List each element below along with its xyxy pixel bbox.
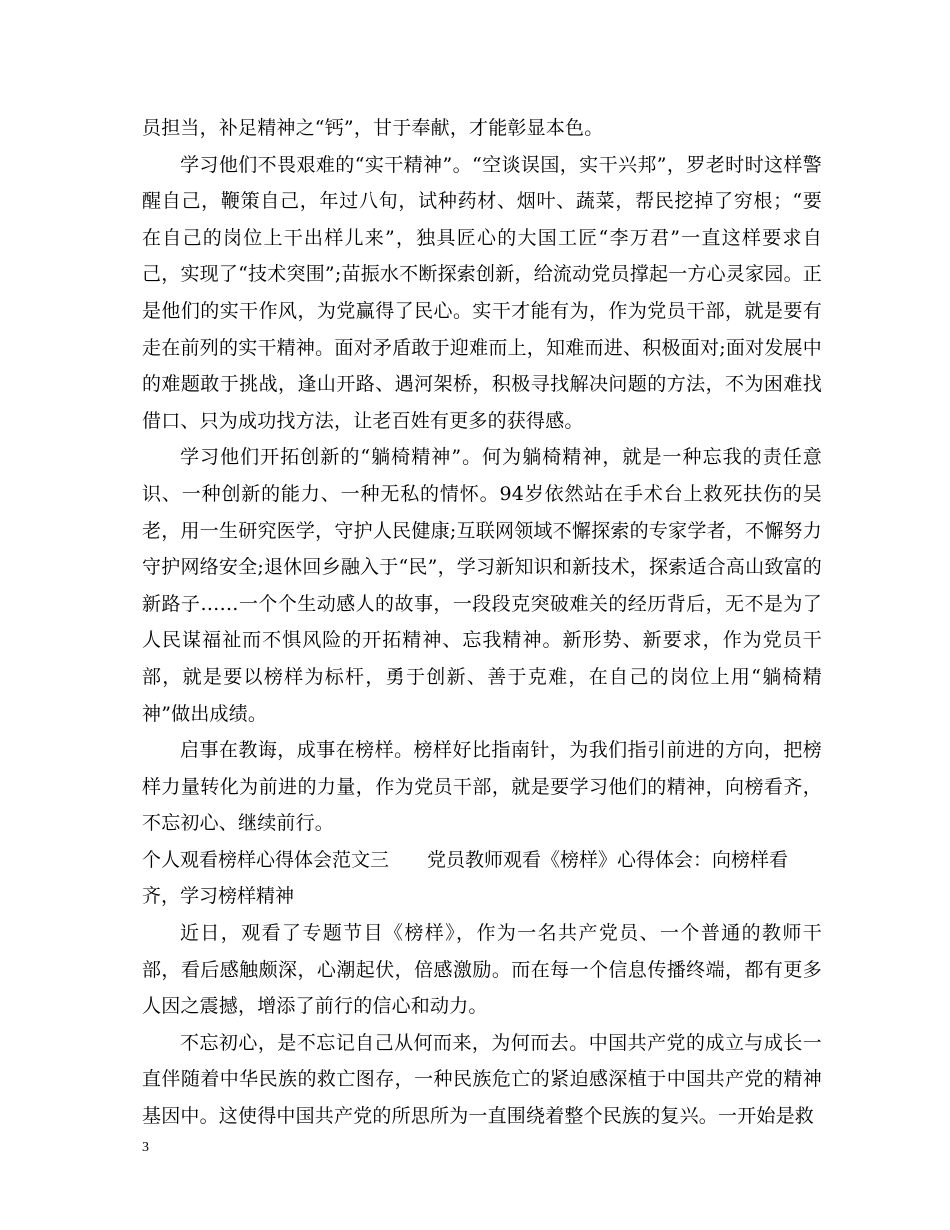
paragraph-innovation-spirit: 学习他们开拓创新的“躺椅精神”。何为躺椅精神，就是一种忘我的责任意识、一种创新的能力、一种无私的情怀。94岁依然站在手术台上救死扶伤的吴老，用一生研究医学，守护人民健康;互联网领域不懈探索的专家学者，不懈努力守护网络安全;退休回乡融入于“民”，学习新知识和新技术，探索适合高山致富的新路子……一个个生动感人的故事，一段段克突破难关的经历背后，无不是为了人民谋福祉而不惧风险的开拓精神、忘我精神。新形势、新要求，作为党员干部，就是要以榜样为标杆，勇于创新、善于克难，在自己的岗位上用“躺椅精神”做出成绩。	[142, 446, 822, 725]
page-number: 3	[142, 1140, 149, 1155]
paragraph-recently-watched: 近日，观看了专题节目《榜样》，作为一名共产党员、一个普通的教师干部，看后感触颇深，心潮起伏，倍感激励。而在每一个信息传播终端，都有更多人因之震撼，增添了前行的信心和动力。	[142, 922, 822, 1018]
paragraph-continuation: 员担当，补足精神之“钙”，甘于奉献，才能彰显本色。	[142, 117, 604, 139]
paragraph-role-model: 启事在教诲，成事在榜样。榜样好比指南针，为我们指引前进的方向，把榜样力量转化为前进的力量，作为党员干部，就是要学习他们的精神，向榜看齐，不忘初心、继续前行。	[142, 739, 822, 835]
paragraph-practical-spirit: 学习他们不畏艰难的“实干精神”。“空谈误国，实干兴邦”，罗老时时这样警醒自己，鞭策自己，年过八旬，试种药材、烟叶、蔬菜，帮民挖掉了穷根；“要在自己的岗位上干出样儿来”，独具匠心的大国工匠“李万君”一直这样要求自己，实现了“技术突围”;苗振水不断探索创新，给流动党员撑起一方心灵家园。正是他们的实干作风，为党赢得了民心。实干才能有为，作为党员干部，就是要有走在前列的实干精神。面对矛盾敢于迎难而上，知难而进、积极面对;面对发展中的难题敢于挑战，逢山开路、遇河架桥，积极寻找解决问题的方法，不为困难找借口、只为成功找方法，让老百姓有更多的获得感。	[142, 153, 822, 432]
section-heading: 个人观看榜样心得体会范文三 党员教师观看《榜样》心得体会：向榜样看齐，学习榜样精神	[142, 848, 789, 908]
document-body	[142, 110, 822, 1135]
paragraph-original-aspiration: 不忘初心，是不忘记自己从何而来，为何而去。中国共产党的成立与成长一直伴随着中华民族的救亡图存，一种民族危亡的紧迫感深植于中国共产党的精神基因中。这使得中国共产党的所思所为一直围绕着整个民族的复兴。一开始是救	[142, 1031, 822, 1128]
